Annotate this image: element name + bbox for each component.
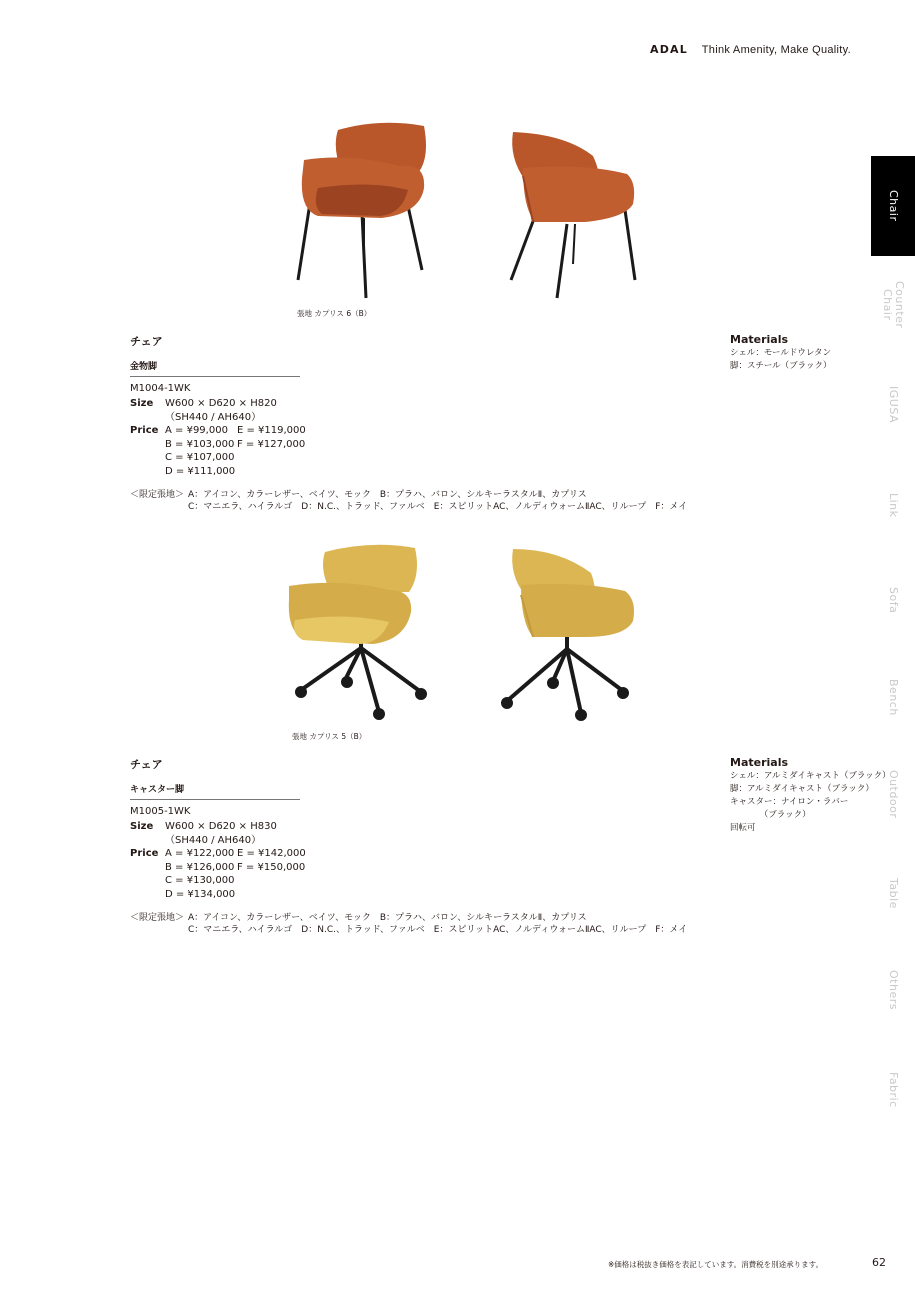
limited-fabric [130, 912, 730, 936]
product-title: チェア [130, 335, 163, 348]
product-m1004 [130, 333, 730, 513]
material-item: シェル：モールドウレタン [730, 348, 831, 358]
price-c: C = ¥130,000 [165, 875, 235, 886]
price-grid [165, 847, 317, 901]
size-label: Size [130, 821, 154, 832]
size-value: W600 × D620 × H830 [165, 821, 277, 832]
materials-title: Materials [730, 756, 789, 769]
limited-fabric [130, 489, 730, 513]
chair-back-image-2 [495, 545, 645, 725]
fabric-label: ＜限定張地＞ [130, 490, 185, 500]
page-number: 62 [872, 1256, 886, 1269]
price-e: E = ¥119,000 [237, 425, 306, 436]
price-row [130, 424, 730, 478]
chair-shell [521, 584, 634, 637]
material-item: キャスター：ナイロン・ラバー [730, 797, 849, 807]
chair-front-image-2 [285, 540, 445, 725]
price-label: Price [130, 425, 159, 436]
size-row [130, 820, 730, 847]
price-e: E = ¥142,000 [237, 848, 306, 859]
price-b: B = ¥103,000 [165, 438, 235, 450]
material-item: （ブラック） [730, 810, 811, 820]
chair-front-image-1 [290, 118, 450, 303]
fabric-line: C：マニエラ、ハイラルゴ D：N.C.、トラッド、ファルベ E：スピリットAC、ノルディウォームⅡAC、リループ F：メイ [188, 925, 688, 935]
product-m1005 [130, 756, 730, 936]
fabric-label: ＜限定張地＞ [130, 913, 185, 923]
material-item: 脚：アルミダイキャスト（ブラック） [730, 784, 874, 794]
size-detail: （SH440 / AH640） [165, 411, 262, 423]
fabric-line: A：アイコン、カラーレザー、ベイツ、モック B：プラハ、バロン、シルキーラスタルⅡ、カプリス [188, 490, 587, 500]
material-item: シェル：アルミダイキャスト（ブラック） [730, 771, 891, 781]
price-f: F = ¥150,000 [237, 861, 306, 873]
price-label: Price [130, 848, 159, 859]
brand-name: ADAL [650, 43, 688, 56]
price-c: C = ¥107,000 [165, 452, 235, 463]
tagline: Think Amenity, Make Quality. [701, 44, 851, 56]
image-caption: 張地 カプリス 6（B） [297, 309, 372, 318]
product-subtitle: 金物脚 [130, 359, 300, 377]
tab-sofa[interactable]: Sofa [887, 586, 900, 614]
page-header [650, 43, 851, 56]
size-value: W600 × D620 × H820 [165, 398, 277, 409]
materials-2 [730, 756, 891, 835]
price-row [130, 847, 730, 901]
product-subtitle: キャスター脚 [130, 782, 300, 800]
product-code: M1004-1WK [130, 383, 191, 394]
product-title: チェア [130, 758, 163, 771]
chair-shell [523, 166, 634, 222]
chair-back-image-1 [505, 128, 645, 303]
tab-counter-chair[interactable]: Counter Chair [881, 281, 906, 329]
size-label: Size [130, 398, 154, 409]
price-d: D = ¥111,000 [165, 465, 236, 477]
price-empty [237, 874, 317, 888]
tax-note: ※価格は税抜き価格を表記しています。消費税を別途承ります。 [608, 1260, 824, 1269]
fabric-line: A：アイコン、カラーレザー、ベイツ、モック B：プラハ、バロン、シルキーラスタルⅡ、カプリス [188, 913, 587, 923]
price-grid [165, 424, 317, 478]
price-empty [237, 888, 317, 902]
materials-title: Materials [730, 333, 789, 346]
tab-outdoor[interactable]: Outdoor [887, 770, 900, 819]
fabric-line: C：マニエラ、ハイラルゴ D：N.C.、トラッド、ファルベ E：スピリットAC、ノルディウォームⅡAC、リループ F：メイ [188, 502, 688, 512]
price-empty [237, 451, 317, 465]
price-empty [237, 465, 317, 479]
tab-chair[interactable]: Chair [871, 156, 915, 256]
tab-others[interactable]: Others [887, 970, 900, 1010]
material-item: 脚：スチール（ブラック） [730, 361, 832, 371]
price-f: F = ¥127,000 [237, 438, 306, 450]
tab-table[interactable]: Table [887, 877, 900, 909]
tab-bench[interactable]: Bench [887, 679, 900, 716]
size-detail: （SH440 / AH640） [165, 834, 262, 846]
tab-igusa[interactable]: IGUSA [887, 386, 900, 424]
price-d: D = ¥134,000 [165, 888, 236, 900]
chair-seat [316, 184, 408, 216]
price-a: A = ¥122,000 [165, 848, 235, 859]
tab-link[interactable]: Link [887, 492, 900, 518]
price-a: A = ¥99,000 [165, 425, 228, 436]
tab-fabric[interactable]: Fabric [887, 1072, 900, 1108]
size-row [130, 397, 730, 424]
product-code: M1005-1WK [130, 806, 191, 817]
material-item: 回転可 [730, 823, 756, 833]
price-b: B = ¥126,000 [165, 861, 235, 873]
materials-1 [730, 333, 832, 373]
image-caption: 張地 カプリス 5（B） [292, 732, 367, 741]
